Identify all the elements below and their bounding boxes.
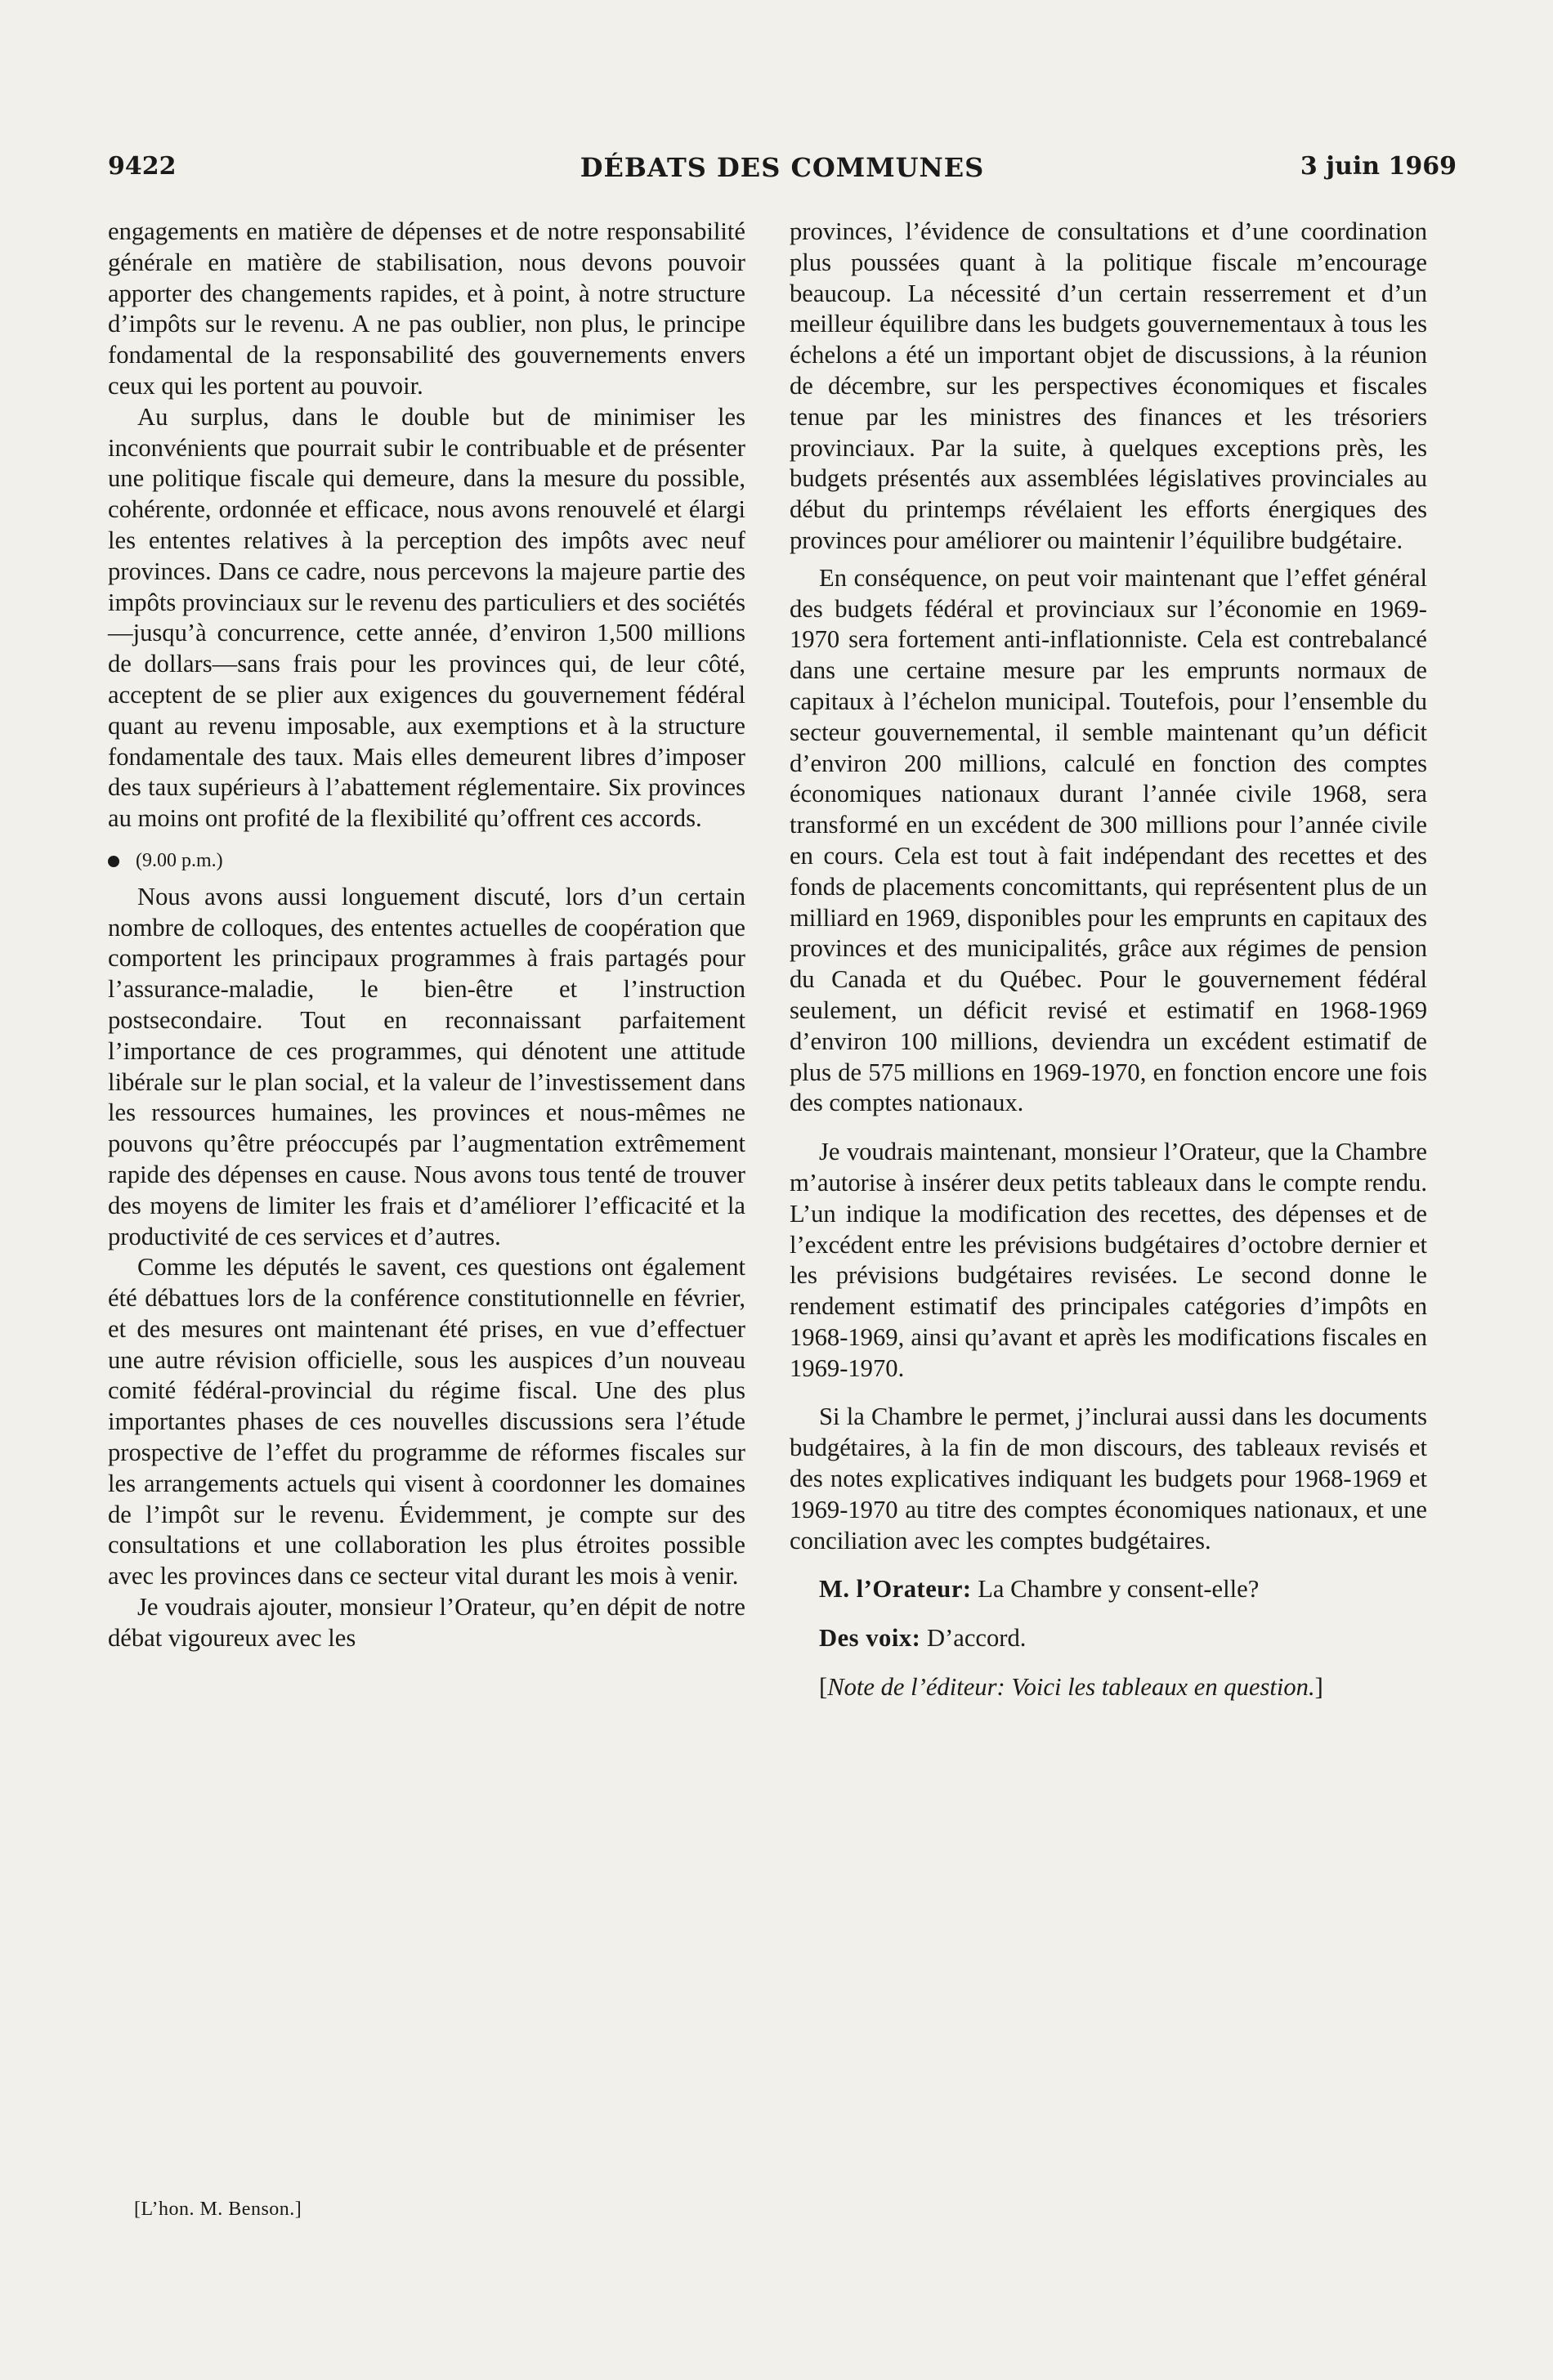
- speech-paragraph: [790, 1574, 1427, 1605]
- speaker-attribution: [L’hon. M. Benson.]: [134, 2199, 302, 2220]
- publication-title: DÉBATS DES COMMUNES: [580, 152, 985, 183]
- paragraph: engagements en matière de dépenses et de notre responsabilité générale en matière de stabilisation, nous devons pouvoir apporter des changements rapides, et à point, à notre structure d’impôts sur le revenu. A ne pas oublier, non plus, le principe fondamental de la responsabilité des gouvernements envers ceux qui les portent au pouvoir.: [108, 217, 745, 400]
- speaker-name: M. l’Orateur:: [819, 1575, 972, 1604]
- editor-note: [790, 1672, 1427, 1703]
- bullet-icon: [108, 856, 119, 867]
- bracket-open: [: [819, 1673, 828, 1702]
- page-header: [108, 152, 1457, 188]
- speaker-name: Des voix:: [819, 1624, 921, 1653]
- issue-date: 3 juin 1969: [1300, 152, 1457, 181]
- bracket-close: ]: [1314, 1673, 1323, 1702]
- paragraph: Comme les députés le savent, ces questions ont également été débattues lors de la conférence constitutionnelle en février, et des mesures ont maintenant été prises, en vue d’effectuer une autre révision officielle, sous les auspices d’un nouveau comité fédéral-provincial du régime fiscal. Une des plus importantes phases de ces nouvelles discussions sera l’étude prospective de l’effet du programme de réformes fiscales sur les arrangements actuels qui visent à coordonner les domaines de l’impôt sur le revenu. Évidemment, je compte sur des consultations et une collaboration les plus étroites possible avec les provinces dans ce secteur vital durant les mois à venir.: [108, 1253, 745, 1590]
- paragraph: En conséquence, on peut voir maintenant que l’effet général des budgets fédéral et provinciaux sur l’économie en 1969-1970 sera fortement anti-inflationniste. Cela est contrebalancé dans une certaine mesure par les emprunts normaux de capitaux à l’échelon municipal. Toutefois, pour l’ensemble du secteur gouvernemental, il semble maintenant qu’un déficit d’environ 200 millions, calculé en fonction des comptes économiques nationaux durant l’année civile 1968, sera transformé en un excédent de 300 millions pour l’année civile en cours. Cela est tout à fait indépendant des recettes et des fonds de placements concomittants, qui représentent plus de un milliard en 1969, disponibles pour les emprunts en capitaux des provinces et des municipalités, grâce aux régimes de pension du Canada et du Québec. Pour le gouvernement fédéral seulement, un déficit revisé et estimatif en 1968-1969 d’environ 100 millions, deviendra un excédent estimatif de plus de 575 millions en 1969-1970, en fonction encore une fois des comptes nationaux.: [790, 563, 1427, 1117]
- paragraph: Je voudrais maintenant, monsieur l’Orateur, que la Chambre m’autorise à insérer deux petits tableaux dans le compte rendu. L’un indique la modification des recettes, des dépenses et de l’excédent entre les prévisions budgétaires d’octobre dernier et les prévisions budgétaires revisées. Le second donne le rendement estimatif des principales catégories d’impôts en 1968-1969, ainsi qu’avant et après les modifications fiscales en 1969-1970.: [790, 1138, 1427, 1382]
- speech-text: La Chambre y consent-elle?: [971, 1575, 1260, 1604]
- paragraph: Nous avons aussi longuement discuté, lors d’un certain nombre de colloques, des ententes actuelles de coopération que comportent les principaux programmes à frais partagés pour l’assurance-maladie, le bien-être et l’instruction postsecondaire. Tout en reconnaissant parfaitement l’importance de ces programmes, qui dénotent une attitude libérale sur le plan social, et la valeur de l’investissement dans les ressources humaines, les provinces et nous-mêmes ne pouvons qu’être préoccupés par l’augmentation extrêmement rapide des dépenses en cause. Nous avons tous tenté de trouver des moyens de limiter les frais et d’améliorer l’efficacité et la productivité de ces services et d’autres.: [108, 882, 745, 1250]
- page-number: 9422: [108, 152, 177, 181]
- speech-text: D’accord.: [920, 1624, 1027, 1653]
- left-column: [108, 217, 745, 1654]
- paragraph: provinces, l’évidence de consultations et d’une coordination plus poussées quant à la politique fiscale m’encourage beaucoup. La nécessité d’un certain resserrement et d’un meilleur équilibre dans les budgets gouvernementaux à tous les échelons a été un important objet de discussions, à la réunion de décembre, sur les perspectives économiques et fiscales tenue par les ministres des finances et les trésoriers provinciaux. Par la suite, à quelques exceptions près, les budgets présentés aux assemblées législatives provinciales au début du printemps révélaient les efforts énergiques des provinces pour améliorer ou maintenir l’équilibre budgétaire.: [790, 217, 1427, 554]
- paragraph: Au surplus, dans le double but de minimiser les inconvénients que pourrait subir le contribuable et de présenter une politique fiscale qui demeure, dans la mesure du possible, cohérente, ordonnée et efficace, nous avons renouvelé et élargi les ententes relatives à la perception des impôts avec neuf provinces. Dans ce cadre, nous percevons la majeure partie des impôts provinciaux sur le revenu des particuliers et des sociétés—jusqu’à concurrence, cette année, d’environ 1,500 millions de dollars—sans frais pour les provinces qui, de leur côté, acceptent de se plier aux exigences du gouvernement fédéral quant au revenu imposable, aux exemptions et à la structure fondamentale des taux. Mais elles demeurent libres d’imposer des taux supérieurs à l’abattement réglementaire. Six provinces au moins ont profité de la flexibilité qu’offrent ces accords.: [108, 402, 745, 833]
- paragraph: Si la Chambre le permet, j’inclurai aussi dans les documents budgétaires, à la fin de mon discours, des tableaux revisés et des notes explicatives indiquant les budgets pour 1968-1969 et 1969-1970 au titre des comptes économiques nationaux, et une conciliation avec les comptes budgétaires.: [790, 1402, 1427, 1555]
- time-marker-text: (9.00 p.m.): [136, 849, 223, 871]
- speech-paragraph: [790, 1623, 1427, 1654]
- time-marker: [108, 846, 745, 877]
- paragraph: Je voudrais ajouter, monsieur l’Orateur, qu’en dépit de notre débat vigoureux avec les: [108, 1593, 745, 1652]
- editor-note-text: Note de l’éditeur: Voici les tableaux en question.: [827, 1673, 1315, 1702]
- right-column: [790, 217, 1427, 1703]
